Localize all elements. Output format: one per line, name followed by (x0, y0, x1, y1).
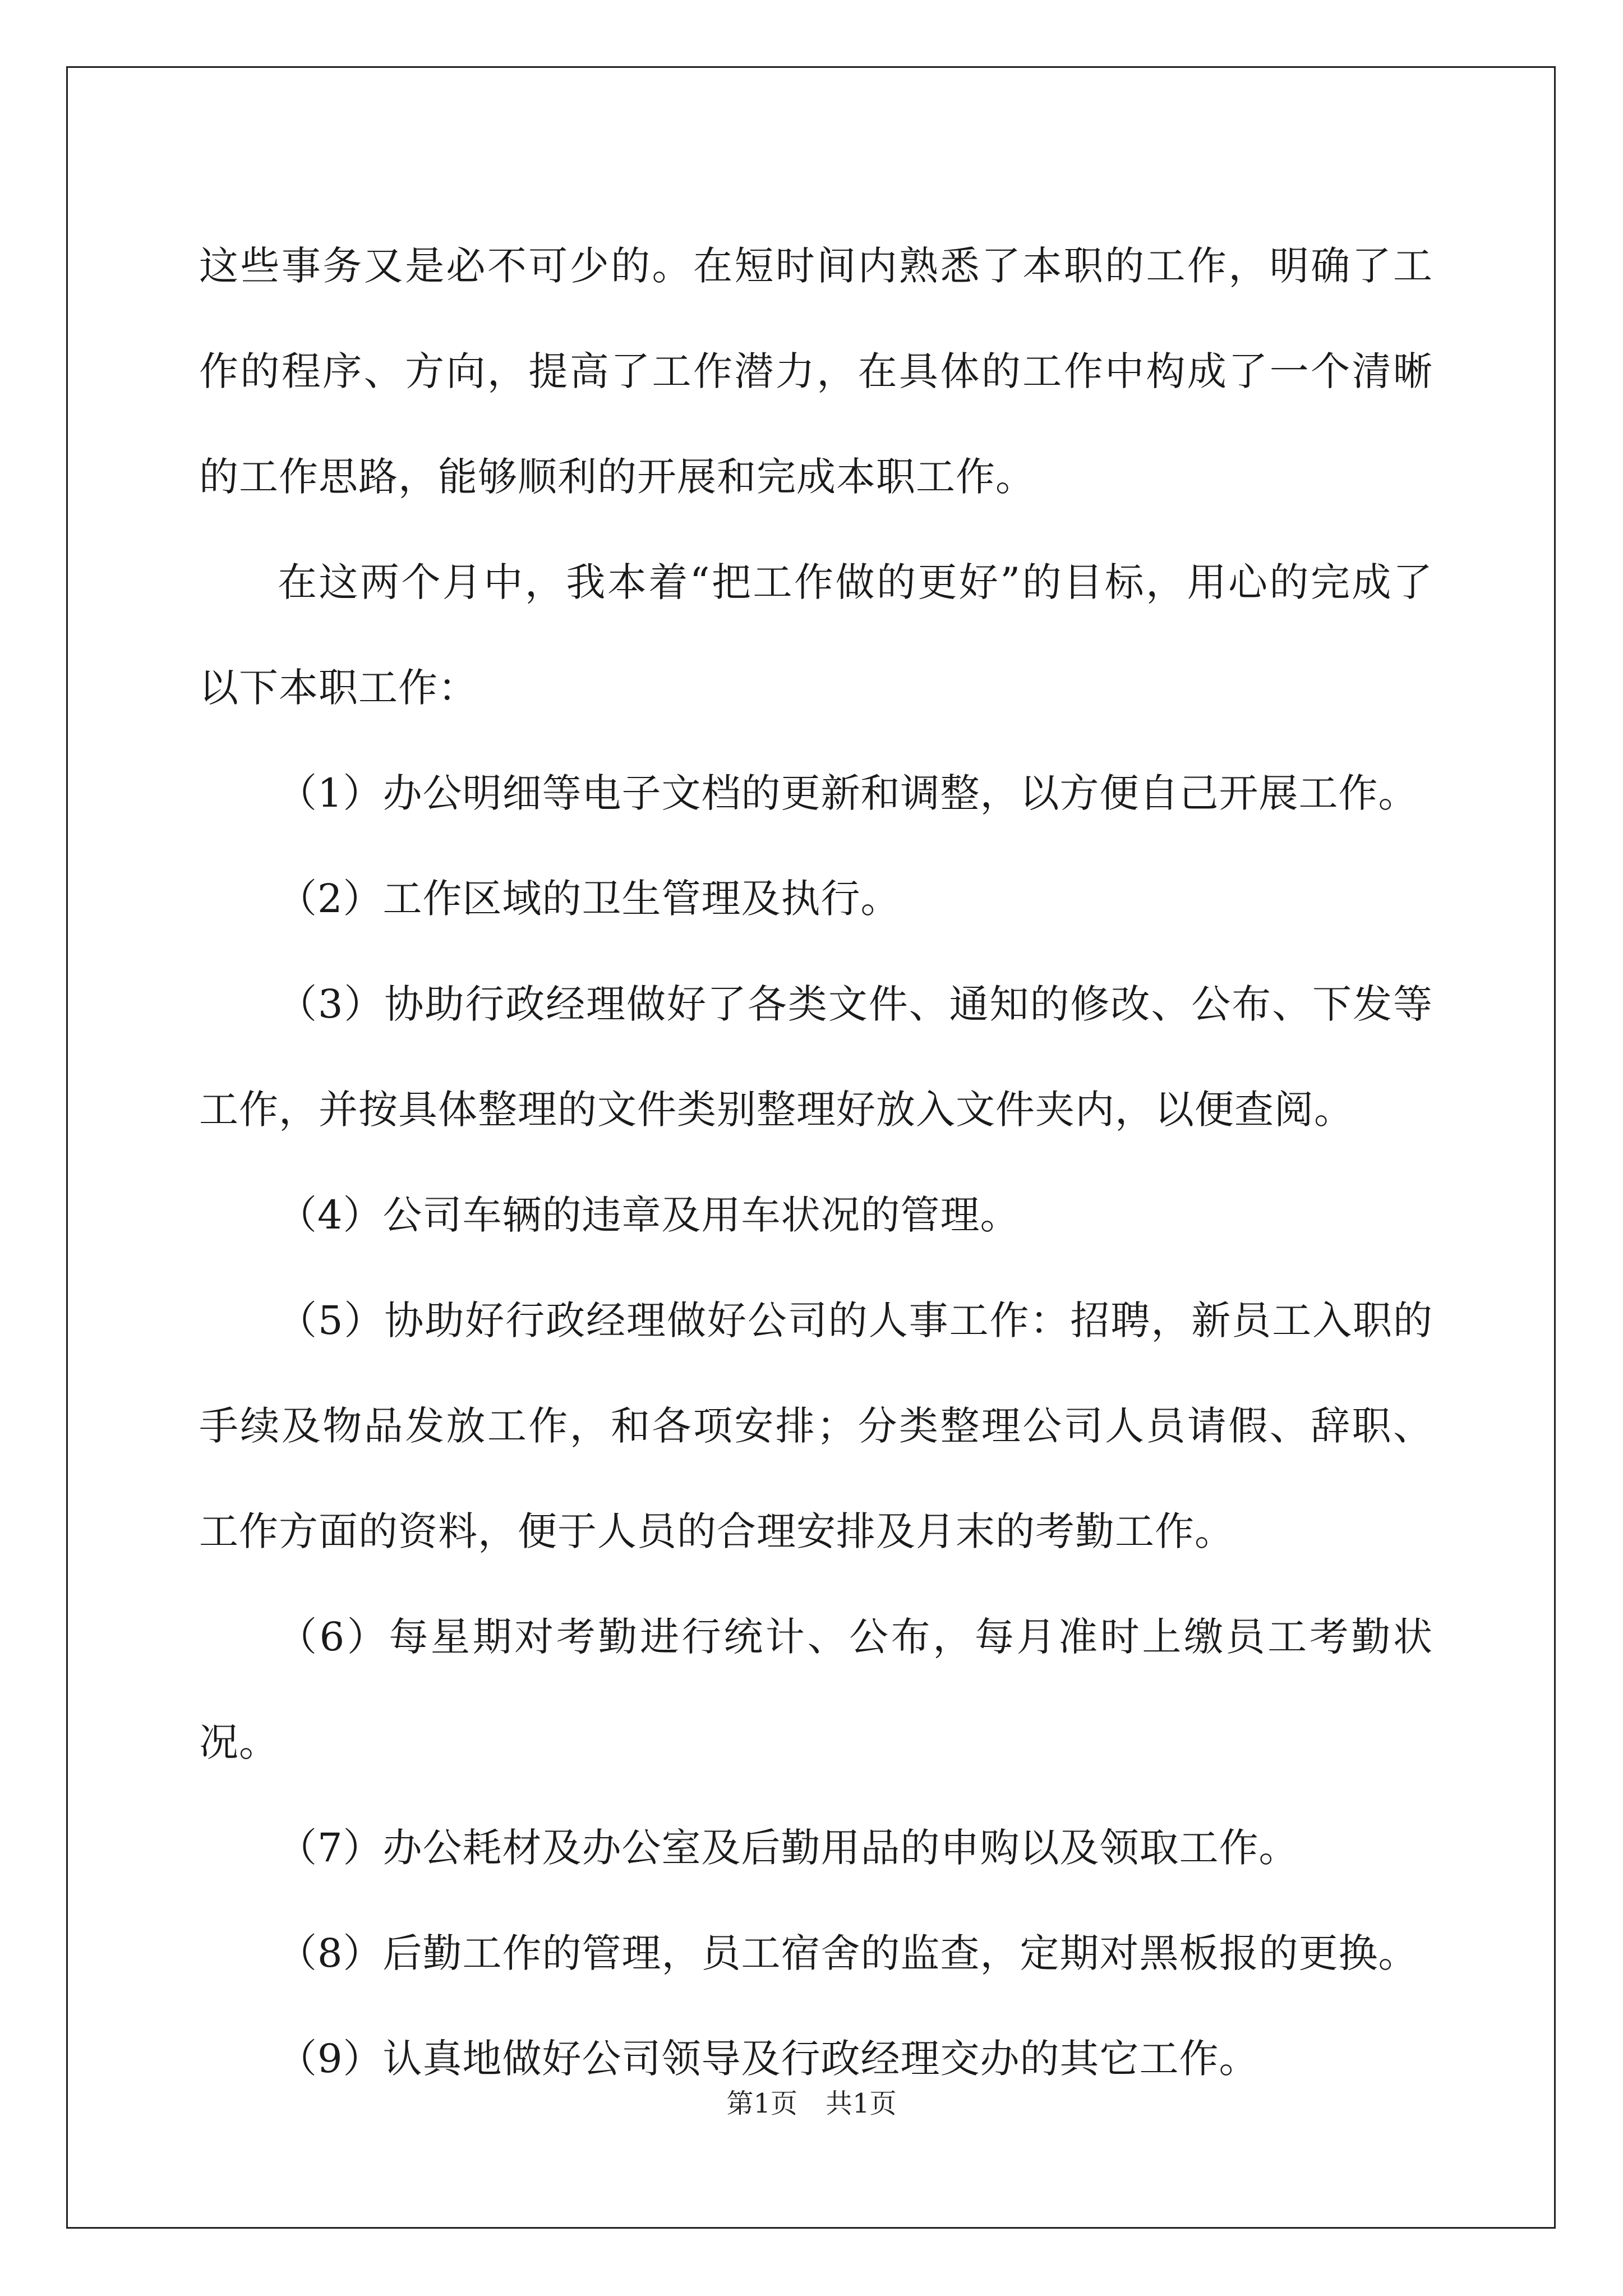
paragraph-2: 在这两个月中，我本着“把工作做的更好”的目标，用心的完成了以下本职工作： (199, 559, 1433, 711)
list-item-1: （1）办公明细等电子文档的更新和调整，以方便自己开展工作。 (278, 770, 1418, 816)
list-item-9: （9）认真地做好公司领导及行政经理交办的其它工作。 (278, 2036, 1259, 2082)
list-item-5: （5）协助好行政经理做好公司的人事工作：招聘，新员工入职的手续及物品发放工作，和各项安排；分类整理公司人员请假、辞职、工作方面的资料，便于人员的合理安排及月末的考勤工作。 (199, 1297, 1433, 1554)
list-item-2: （2）工作区域的卫生管理及执行。 (278, 876, 901, 922)
document-body (199, 213, 1433, 2111)
list-item-6: （6）每星期对考勤进行统计、公布，每月准时上缴员工考勤状况。 (199, 1614, 1433, 1765)
page-number-total: 共1页 (826, 2088, 897, 2119)
page-number-current: 第1页 (726, 2088, 797, 2119)
paragraph-1: 这些事务又是必不可少的。在短时间内熟悉了本职的工作，明确了工作的程序、方向，提高了工作潜力，在具体的工作中构成了一个清晰的工作思路，能够顺利的开展和完成本职工作。 (199, 243, 1433, 500)
list-item-4: （4）公司车辆的违章及用车状况的管理。 (278, 1192, 1020, 1238)
list-item-7: （7）办公耗材及办公室及后勤用品的申购以及领取工作。 (278, 1825, 1299, 1871)
page-footer (0, 2087, 1623, 2120)
list-item-8: （8）后勤工作的管理，员工宿舍的监查，定期对黑板报的更换。 (278, 1930, 1418, 1976)
list-item-3: （3）协助行政经理做好了各类文件、通知的修改、公布、下发等工作，并按具体整理的文件类别整理好放入文件夹内，以便查阅。 (199, 981, 1433, 1133)
